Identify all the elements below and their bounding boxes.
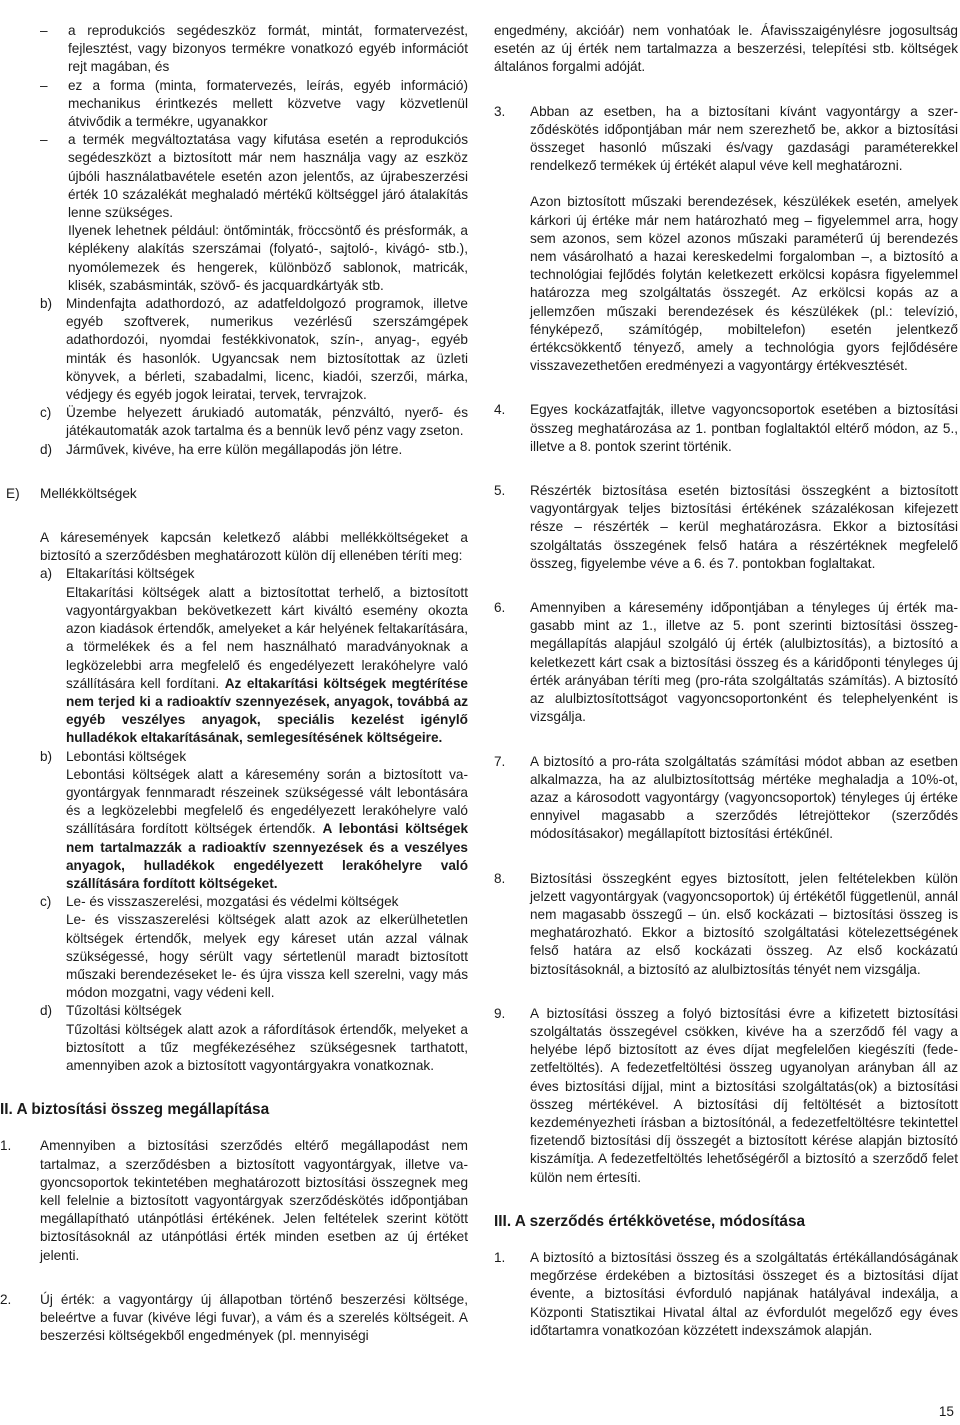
item-label: d) [40,441,53,457]
list-item [40,404,468,440]
list-item [40,1002,468,1075]
numbered-item [494,482,958,573]
paragraph: Eltakarítási költségek alatt a biztosítottat terhelő, a biztosított vagyontárgyakban bekövetkezett kárt kiváltó esemény okozta azon kiadások értendők, amelyeket a kár helyének feltakarítására, a törmelékek és a fel nem használható maradványoknak a legközelebbi arra megfelelő és engedélyezett lerakóhelyre való szállítására kell fordítani. Az eltakarítási költségek megtérítése nem terjed ki a radioaktív szennyezések, anyagok, továbbá az egyéb veszélyes anyagok, speciális kezelést igénylő hulladékok eltakarításának, semlegesítésének költségeire. [66,584,468,746]
numbered-item [0,1291,468,1346]
item-number: 4. [494,402,506,418]
item-title: Tűzoltási költségek [66,1003,182,1019]
list-item [40,441,468,459]
paragraph: Abban az esetben, ha a biztosítani kívánt vagyontárgy a szerződéskötés időpontjában már nem szerezhető be, akkor a biztosítási összeget hasonló műszaki és/vagy gazdasági paraméterekkel rendelkező termékek új értékét alapul véve kell meghatározni. [530,103,958,174]
section-heading: II. A biztosítási összeg megállapítása [0,1101,270,1119]
numbered-item [494,401,958,456]
numbered-item [0,1137,468,1264]
item-label: a) [40,566,53,582]
right-column [494,22,958,1340]
numbered-item [494,103,958,376]
paragraph: Részérték biztosítása esetén biztosítási összegként a biztosított vagyontárgyak teljes biztosítási értékének százalékosan kifejezett része – részérték – kerül meghatározásra. Ekkor a biztosítási szolgáltatás összegének felső határa a részértéknek megfelelő összeg, figyelembe véve a 6. és 7. pontokban foglaltakat. [530,483,958,571]
section-heading: III. A szerződés értékkövetése, módosítása [494,1212,806,1230]
item-number: 9. [494,1005,506,1021]
item-title: Le- és visszaszerelési, mozgatási és védelmi költségek [66,894,399,910]
numbered-item [494,1249,958,1340]
item-number: 5. [494,483,506,499]
section-e [6,485,468,503]
bold-text: Az eltakarítási költségek megtérítése nem terjed ki a radioaktív szennyezések, anyagok, továbbá az egyéb veszélyes anyagok, speciális kezelést igénylő hulladékok eltakarításának, semlegesítésének költségeire. [66,675,468,746]
paragraph: Üzembe helyezett árukiadó automaták, pénzváltó, nyerő- és játékautomaták azok tartalma és a bennük levő pénz vagy zseton. [66,405,468,439]
paragraph: A biztosítási összeg a folyó biztosítási évre a kifizetett biztosítási szolgáltatás összegével csökken, kivéve ha a szerződő fél vagy a helyébe lépő biztosított az éves díjat megfelelően kiegészíti (fedezetfeltöltés). A fedezetfeltöltési összeg ugyanolyan arányban áll az éves biztosítási díjjal, mint a biztosítási szolgáltatás(ok) a biztosítási összeg mértékével. A biztosítási díj feltöltését a biztosított kezdeményezheti írásban a biztosítónál, a fedezetfeltöltésre tekintettel fizetendő biztosítási díj összegét a biztosított kérése alapján biztosító kiszámítja. A fedezetfeltöltés lehetőségéről a biztosító a szerződő felet külön nem értesíti. [530,1005,958,1185]
numbered-item [494,599,958,726]
paragraph: Tűzoltási költségek alatt azok a ráfordítások értendők, melyeket a biztosított a tűz megfékezéséhez szükségesnek tarthatott, amennyiben azok a biztosított vagyontárgyakra vonatkoznak. [66,1021,468,1073]
item-number: 2. [0,1291,12,1307]
item-label: c) [40,405,52,421]
section-title: Mellékköltségek [40,485,137,501]
numbered-item [494,870,958,979]
item-title: Lebontási költségek [66,748,187,764]
list-item [40,893,468,1002]
paragraph: A káresemények kapcsán keletkező alábbi mellékköltségeket a biztosító a szerződésben meghatározott külön díj ellenében téríti meg: [40,530,468,564]
list-item [40,565,468,747]
item-label: d) [40,1003,53,1019]
page-number: 15 [938,1404,954,1419]
paragraph: A biztosító a biztosítási összeg és a szolgáltatás értékállandóságának megőrzése érdekében a biztosítási összeget és a biztosítási díjat évente, a biztosítási évforduló napjának hatályával indexálja, a Központi Statisztikai Hivatal által az évfordulót megelőző egy éves időtartamra vonatkozóan közzétett indexszámok alapján. [530,1249,958,1338]
list-item: – ez a forma (minta, formatervezés, leírás, egyéb információ) mechanikus érintkezés mellett közvetve vagy közvetlenül átvivődik a termékre, ugyanakkor [40,77,468,132]
item-number: 3. [494,103,506,119]
bold-text: A lebontási költségek nem tartalmazzák a radioaktív szennyezések és a veszélyes anyagok, hulladékok engedélyezett lerakóhelyre való szállítására fordított költségeket. [66,821,469,891]
section-label: E) [6,485,20,501]
paragraph: Amennyiben a káresemény időpontjában a tényleges új érték magasabb mint az 1., illetve az 5. pont szerinti biztosítási összegmegállapítás alapjául szolgáló új érték (alulbiztosítás), a biztosító a keletkezett kárt csak a biztosítási összeg és a káridőponti tényleges új érték arányában téríti meg (pro-ráta szolgáltatás számítás). A biztosító az alulbiztosítottságot vagyoncsoportonként és telephelyenként is vizsgálja. [530,600,958,725]
item-number: 1. [494,1249,506,1265]
item-label: c) [40,894,52,910]
paragraph: Új érték: a vagyontárgy új állapotban történő beszerzési költsége, beleértve a fuvar (kivéve légi fuvar), a vám és a szerelés költségeit. A beszerzési költségekből engedmények (pl. mennyiségi [40,1291,468,1344]
paragraph: Egyes kockázatfajták, illetve vagyoncsoportok esetében a biztosítási összeg meghatározása az 1. pontban foglaltaktól eltérő módon, az 5., illetve a 8. pontok szerint történik. [530,402,958,454]
paragraph: Járművek, kivéve, ha erre külön megállapodás jön létre. [66,441,403,457]
item-title: Eltakarítási költségek [66,566,195,582]
list-item [40,295,468,404]
numbered-item [494,1005,958,1187]
paragraph: Biztosítási összegként egyes biztosított, jelen feltételekben külön jelzett vagyontárgyak (vagyoncsoportok) új értékétől függetlenül, annál nem magasabb összegű – ún. első kockázati – biztosítási összeg is meghatározható. Ekkor a biztosító szolgáltatási kötelezettségének felső határa az első kockázati összeg. Az első kockázatú biztosításoknál, a biztosító az alulbiztosítás tényét nem vizsgálja. [530,870,958,977]
paragraph: Amennyiben a biztosítási szerződés eltérő megállapodást nem tartalmaz, a szerződésben a biztosított vagyontárgyak, illetve vagyoncsoportok tekintetében meghatározott biztosítási összegnek meg kell felelnie a biztosított vagyontárgyak szerződéskötés időpontjában megállapítható utánpótlási értékének. Jelen feltételek szerint kötött biztosításoknál az utánpótlási érték minden esetben az új értéket jelenti. [40,1138,468,1263]
list-item: – a reprodukciós segédeszköz formát, mintát, formatervezést, fejlesztést, vagy bizonyos termékre vonatkozó egyéb információt rejt magában, és [40,22,468,77]
paragraph: Ilyenek lehetnek például: öntőminták, fröccsöntő és présformák, a képlékeny alakítás szerszámai (folyató-, sajtoló-, kivágó- stb.), nyomólemezek és hengerek, különböző sablonok, matricák, klisék, szabásminták, szövő- és jacquardkártyák stb. [68,223,468,293]
list-item: – a termék megváltoztatása vagy kifutása esetén a reprodukciós segédeszközt a biztosított már nem használja vagy az eszköz újbóli használatbavétele esetén azon jelentős, az újrabeszerzési érték 10 százalékát meghaladó mértékű költséggel járó átalakítás lenne szükséges. [40,131,468,222]
paragraph: Azon biztosított műszaki berendezések, készülékek esetén, amelyek kárkori új értéke már nem határozható meg – figyelemmel arra, hogy sem azonos, sem közel azonos műszaki paraméterű új berendezés nem vásárolható a hazai kereskedelmi forgalomban –, a biztosító a technológiai fejlődés folytán keletkezett erkölcsi kopásra figyelemmel határozza meg szolgáltatás összegét. Az erkölcsi kopás az a jellemzően műszaki berendezések és készülékek (pl.: televízió, fényképező, számítógép, mobiltelefon) esetén jelentkező értékcsökkentő tényező, amely a technológia gyors fejlődésére visszavezethetően eredményezi a vagyontárgy értékvesztését. [530,194,958,374]
paragraph: Lebontási költségek alatt a káresemény során a biztosított vagyontárgyak fennmaradt részeinek szükségessé vált lebontására és a legközelebbi megfelelő és engedélyezett lerakóhelyre való szállítására fordított költségek értendők. A lebontási költségek nem tartalmazzák a radioaktív szennyezések és a veszélyes anyagok, hulladékok engedélyezett lerakóhelyre való szállítására fordított költségeket. [66,766,469,891]
paragraph: Le- és visszaszerelési költségek alatt azok az elkerülhetetlen költségek értendők, melyek egy káreset után azzal válnak szükségessé, hogy sérült vagy sértetlenül maradt biztosított műszaki berendezéseket le- és újra vissza kell szerelni, vagy más módon mozgatni, vagy védeni kell. [66,912,468,1001]
item-label: b) [40,748,53,764]
left-column [0,22,469,1345]
item-number: 6. [494,600,506,616]
list-item [40,748,468,894]
paragraph: engedmény, akcióár) nem vonhatóak le. Áfavisszaigénylésre jogosultság esetén az új érték nem tartalmazza a beszerzési, telepítési stb. költségek általános forgalmi adóját. [494,23,958,75]
numbered-item [494,753,958,844]
paragraph: A biztosító a pro-ráta szolgáltatás számítási módot abban az esetben alkalmazza, ha az alulbiztosítottság mértéke meghaladja a 10%-ot, azaz a károsodott vagyontárgy (vagyoncsoportok) tényleges új értéke ennyivel magasabb a szerződés létrejöttekor (szerződés módosításakor) megállapított biztosítási értékűnél. [530,753,958,842]
item-number: 7. [494,753,506,769]
item-number: 1. [0,1138,12,1154]
item-label: b) [40,296,53,312]
item-number: 8. [494,870,506,886]
paragraph: Mindenfajta adathordozó, az adatfeldolgozó programok, illetve egyéb szoftverek, numerikus vezérlésű szerszámgépek adathordozói, nyomdai festékkivonatok, szín-, anyag-, egyéb minták és hasonlók. Ugyancsak nem biztosítottak az üzleti könyvek, a bérleti, szabadalmi, licenc, kiadói, szerzői, márka, védjegy és egyéb jogok leiratai, tervek, tervrajzok. [66,296,468,403]
